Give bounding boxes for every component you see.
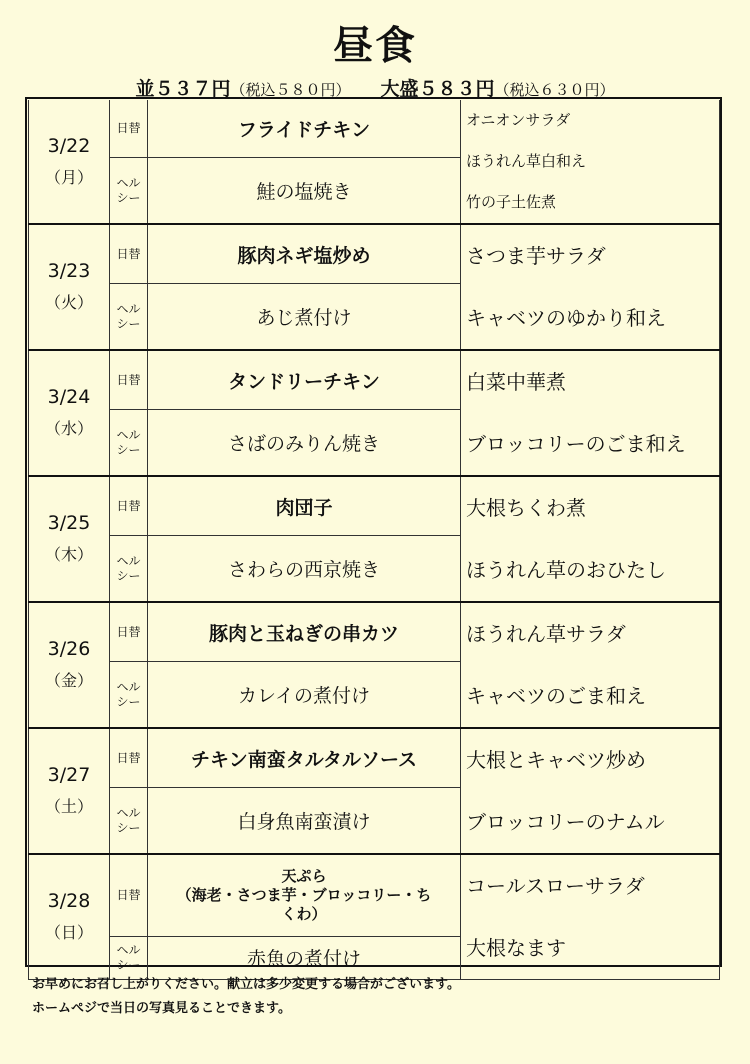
daily-dish: 豚肉ネギ塩炒め [148,224,461,284]
healthy-label: ヘル シー [110,410,148,476]
day-of-week: （木） [44,545,93,564]
date-cell [29,854,110,980]
side-dish: キャベツのごま和え [466,684,646,708]
healthy-label: ヘル シー [110,284,148,350]
daily-label: 日替 [110,854,148,936]
daily-dish: 豚肉と玉ねぎの串カツ [148,602,461,662]
daily-label: 日替 [110,476,148,536]
day-row [29,728,720,788]
daily-dish: チキン南蛮タルタルソース [148,728,461,788]
daily-dish-line: （海老・さつま芋・ブロッコリー・ち [176,885,432,904]
day-row [29,854,720,936]
side-dish: オニオンサラダ [466,111,571,129]
side-dishes [461,100,720,224]
footer-notes [32,973,732,1021]
date: 3/28 [47,890,91,912]
side-dish: キャベツのゆかり和え [466,306,666,330]
date-cell [29,100,110,224]
date-cell [29,350,110,476]
healthy-dish: 白身魚南蛮漬け [148,788,461,854]
large-price-tax: （税込６３０円） [494,81,615,99]
side-dishes [461,602,720,728]
day-row [29,476,720,536]
daily-dish-line: 天ぷら [281,866,327,885]
date: 3/23 [47,260,91,282]
side-dishes [461,224,720,350]
healthy-dish: さばのみりん焼き [148,410,461,476]
side-dish: 竹の子土佐煮 [466,193,557,211]
side-dishes [461,728,720,854]
side-dishes [461,350,720,476]
day-of-week: （日） [44,923,93,942]
side-dish: ブロッコリーのごま和え [466,432,686,456]
healthy-label: ヘル シー [110,788,148,854]
side-dishes [461,476,720,602]
date-cell [29,224,110,350]
healthy-label: ヘル シー [110,158,148,224]
healthy-dish: あじ煮付け [148,284,461,350]
note-line: お早めにお召し上がりください。献立は多少変更する場合がございます。 [32,977,460,992]
healthy-dish: 赤魚の煮付け [148,936,461,979]
regular-price-tax: （税込５８０円） [230,81,351,99]
side-dish: 大根なます [466,936,566,960]
daily-label: 日替 [110,350,148,410]
side-dish: コールスローサラダ [466,874,645,898]
date: 3/22 [47,134,91,157]
daily-label: 日替 [110,100,148,158]
date-cell [29,602,110,728]
day-row [29,602,720,662]
day-of-week: （月） [44,167,93,187]
healthy-label: ヘル シー [110,936,148,979]
side-dish: 大根ちくわ煮 [466,496,586,520]
side-dishes [461,854,720,980]
regular-price: 並５３７円 [135,78,231,100]
date: 3/27 [47,764,91,786]
side-dish: ほうれん草のおひたし [466,558,666,582]
healthy-label: ヘル シー [110,536,148,602]
large-price: 大盛５８３円 [380,78,495,100]
side-dish: ほうれん草白和え [466,152,587,170]
side-dish: ブロッコリーのナムル [466,810,665,834]
side-dish: 大根とキャベツ炒め [466,748,646,772]
date-cell [29,476,110,602]
date: 3/26 [47,638,91,660]
healthy-label: ヘル シー [110,662,148,728]
menu-table [28,100,720,980]
page-title: 昼食 [333,23,417,69]
side-dish: 白菜中華煮 [466,370,566,394]
side-dish: さつま芋サラダ [466,244,606,268]
day-row [29,100,720,158]
daily-label: 日替 [110,728,148,788]
healthy-dish: さわらの西京焼き [148,536,461,602]
daily-label: 日替 [110,224,148,284]
daily-dish-line: くわ） [281,904,327,923]
date: 3/24 [47,386,91,408]
daily-dish: タンドリーチキン [148,350,461,410]
day-of-week: （金） [44,671,93,690]
healthy-dish: 鮭の塩焼き [148,158,461,224]
note-line: ホームペジで当日の写真見ることできます。 [32,1001,291,1016]
daily-dish: 肉団子 [148,476,461,536]
side-dish: ほうれん草サラダ [466,622,626,646]
day-of-week: （火） [44,293,93,312]
daily-label: 日替 [110,602,148,662]
daily-dish [148,854,461,936]
day-of-week: （土） [44,797,93,816]
daily-dish: フライドチキン [148,100,461,158]
date-cell [29,728,110,854]
healthy-dish: カレイの煮付け [148,662,461,728]
day-of-week: （水） [44,419,93,438]
date: 3/25 [47,512,91,534]
day-row [29,350,720,410]
day-row [29,224,720,284]
